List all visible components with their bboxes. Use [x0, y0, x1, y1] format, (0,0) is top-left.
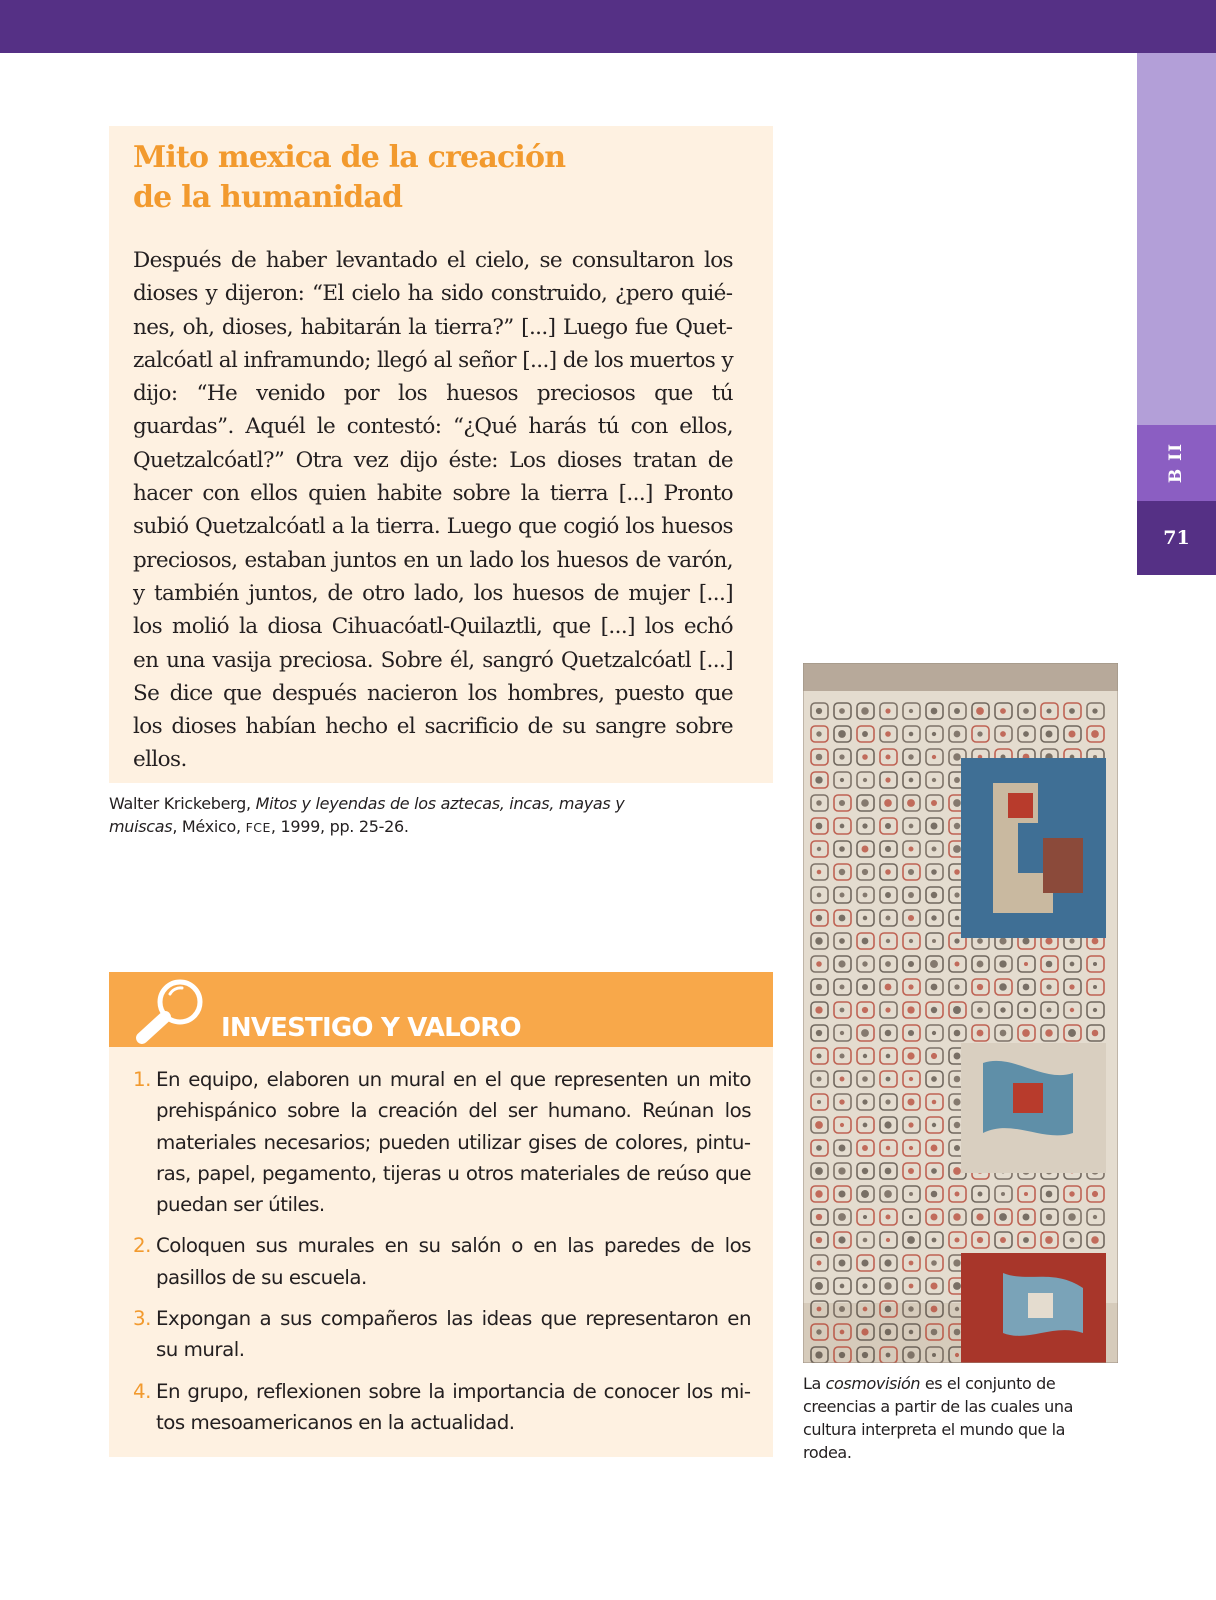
item-number: 3.	[133, 1307, 151, 1331]
myth-text: Después de haber levantado el cielo, se consultaron los dioses y dijeron: “El cielo ha sido construido, ¿pero quiénes, oh, dioses, habitarán la tierra?” [...] Luego fue Quetzalcóatl al inframundo; llegó al señor [...] de los muertos y dijo: “He venido por los huesos preciosos que tú guardas”. Aquél le contestó: “¿Qué harás tú con ellos, Quetzalcóatl?” Otra vez dijo éste: Los dioses tratan de hacer con ellos quien habite sobre la tierra [...] Pronto subió Quetzalcóatl a la tierra. Luego que cogió los huesos preciosos, estaban juntos en un lado los huesos de varón, y también juntos, de otro lado, los huesos de mujer [...] los molió la diosa Cihuacóatl-Quilaztli, que [...] los echó en una vasija preciosa. Sobre él, sangró Quetzalcóatl [...] Se dice que después nacieron los hombres, puesto que los dioses habían hecho el sacrificio de su sangre sobre ellos.	[133, 248, 733, 773]
image-caption	[803, 1372, 1093, 1464]
source-details: , 1999, pp. 25-26.	[270, 817, 409, 836]
block-tab	[1137, 425, 1216, 501]
item-number: 1.	[133, 1068, 151, 1091]
item-text: En grupo, reflexionen sobre la importancia de conocer los mitos mesoamericanos en la actualidad.	[156, 1379, 751, 1434]
myth-title	[133, 138, 733, 218]
caption-pre: La	[803, 1374, 826, 1393]
item-text: Coloquen sus murales en su salón o en las paredes de los pasillos de su escuela.	[156, 1234, 751, 1289]
top-bar	[0, 0, 1216, 53]
caption-post: es el conjunto de creencias a partir de las cuales una cultura interpreta el mundo que la rodea.	[803, 1374, 1074, 1462]
item-number: 2.	[133, 1234, 151, 1258]
side-tab-strip	[1137, 53, 1216, 425]
source-citation	[109, 792, 629, 839]
list-item	[133, 1376, 751, 1439]
investigo-title: INVESTIGO Y VALORO	[221, 1013, 521, 1043]
source-book-title: Mitos y leyendas de los aztecas, incas, mayas y muiscas	[109, 794, 625, 836]
list-item	[133, 1064, 751, 1220]
item-number: 4.	[133, 1379, 151, 1403]
codex-image	[803, 663, 1118, 1363]
list-item	[133, 1230, 751, 1293]
source-author: Walter Krickeberg,	[109, 794, 251, 813]
page-number: 71	[1137, 501, 1216, 575]
item-text: En equipo, elaboren un mural en el que representen un mito prehispánico sobre la creación del ser humano. Reúnan los materiales necesarios; pueden utilizar gises de colores, pinturas, papel, pegamento, tijeras u otros materiales de reúso que puedan ser útiles.	[156, 1068, 751, 1217]
myth-title-line1: Mito mexica de la creación	[133, 140, 566, 175]
source-publisher: FCE	[245, 820, 271, 835]
block-label: B II	[1166, 442, 1187, 484]
item-text: Expongan a sus compañeros las ideas que representaron en su mural.	[156, 1307, 751, 1362]
caption-term: cosmovisión	[825, 1374, 921, 1393]
magnifier-icon	[134, 978, 206, 1046]
list-item	[133, 1303, 751, 1366]
source-place: , México,	[172, 817, 241, 836]
investigo-list	[133, 1064, 751, 1448]
myth-title-line2: de la humanidad	[133, 180, 403, 215]
